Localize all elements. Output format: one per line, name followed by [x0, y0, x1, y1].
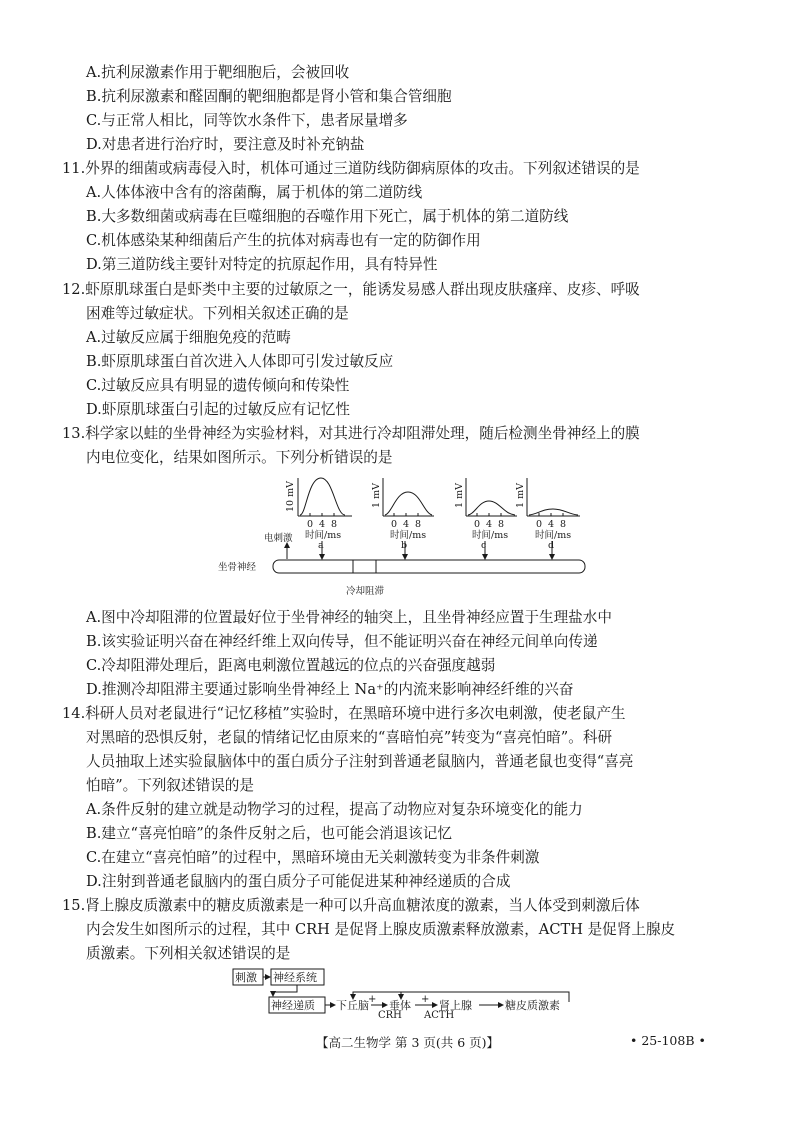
svg-text:0: 0 [391, 519, 398, 530]
q15-stem-line3: 质激素。下列相关叙述错误的是 [86, 945, 291, 962]
cooling-block [353, 560, 376, 573]
xlabel-d: 时间/ms [535, 530, 572, 541]
xlabel-b: 时间/ms [390, 530, 427, 541]
q10-option-a: A.抗利尿激素作用于靶细胞后，会被回收 [86, 64, 350, 81]
ylabel-b: 1 mV [371, 483, 382, 508]
ylabel-a: 10 mV [285, 481, 296, 512]
q11-option-b: B.大多数细菌或病毒在巨噬细胞的吞噬作用下死亡，属于机体的第二道防线 [86, 208, 569, 225]
q11-option-d: D.第三道防线主要针对特定的抗原起作用，具有特异性 [86, 256, 438, 273]
q14-option-b: B.建立“喜亮怕暗”的条件反射之后，也可能会消退该记忆 [86, 825, 452, 842]
svg-text:下丘脑: 下丘脑 [336, 999, 369, 1012]
block-label: 冷却阻滞 [346, 586, 385, 597]
q15-stem-line2: 内会发生如图所示的过程，其中 CRH 是促肾上腺皮质激素释放激素，ACTH 是促肾上腺皮 [86, 921, 676, 938]
q12-option-a: A.过敏反应属于细胞免疫的范畴 [86, 329, 291, 346]
q12-option-c: C.过敏反应具有明显的遗传倾向和传染性 [86, 377, 350, 394]
q12-stem-line2: 困难等过敏症状。下列相关叙述正确的是 [86, 305, 349, 322]
q13-stem-line2: 内电位变化，结果如图所示。下列分析错误的是 [86, 449, 393, 466]
svg-text:ACTH: ACTH [424, 1010, 455, 1018]
svg-text:刺激: 刺激 [235, 971, 257, 984]
q11-option-a: A.人体体液中含有的溶菌酶，属于机体的第二道防线 [86, 184, 423, 201]
point-d: d [548, 540, 555, 551]
point-a: a [318, 540, 324, 551]
q12-option-d: D.虾原肌球蛋白引起的过敏反应有记忆性 [86, 401, 350, 418]
q11-option-c: C.机体感染某种细菌后产生的抗体对病毒也有一定的防御作用 [86, 232, 481, 249]
q12-stem-line1: 12.虾原肌球蛋白是虾类中主要的过敏原之一，能诱发易感人群出现皮肤瘙痒、皮疹、呼吸 [62, 281, 640, 298]
q14-option-c: C.在建立“喜亮怕暗”的过程中，黑暗环境由无关刺激转变为非条件刺激 [86, 849, 540, 866]
footer-page-info: 【高二生物学 第 3 页(共 6 页)】 [316, 1035, 500, 1050]
q10-option-b: B.抗利尿激素和醛固酮的靶细胞都是肾小管和集合管细胞 [86, 88, 452, 105]
ylabel-d: 1 mV [515, 483, 526, 508]
graph-c [466, 478, 517, 516]
footer-code: • 25-108B • [630, 1033, 706, 1048]
q11-stem: 11.外界的细菌或病毒侵入时，机体可通过三道防线防御病原体的攻击。下列叙述错误的是 [62, 160, 640, 177]
q13-option-a: A.图中冷却阻滞的位置最好位于坐骨神经的轴突上，且坐骨神经应置于生理盐水中 [86, 609, 612, 626]
nerve-label: 坐骨神经 [218, 562, 257, 573]
svg-text:4: 4 [403, 519, 410, 530]
svg-text:8: 8 [415, 519, 422, 530]
svg-text:糖皮质激素: 糖皮质激素 [505, 999, 560, 1012]
q13-option-d: D.推测冷却阻滞主要通过影响坐骨神经上 Na⁺的内流来影响神经纤维的兴奋 [86, 681, 574, 698]
q12-option-b: B.虾原肌球蛋白首次进入人体即可引发过敏反应 [86, 353, 394, 370]
xlabel-a: 时间/ms [305, 530, 342, 541]
q13-figure [200, 468, 600, 608]
q13-stem-line1: 13.科学家以蛙的坐骨神经为实验材料，对其进行冷却阻滞处理，随后检测坐骨神经上的膜 [62, 425, 640, 442]
ylabel-c: 1 mV [454, 483, 465, 508]
svg-text:8: 8 [560, 519, 567, 530]
q13-option-b: B.该实验证明兴奋在神经纤维上双向传导，但不能证明兴奋在神经元间单向传递 [86, 633, 598, 650]
q14-option-d: D.注射到普通老鼠脑内的蛋白质分子可能促进某种神经递质的合成 [86, 873, 511, 890]
point-b: b [401, 540, 408, 551]
svg-text:垂体: 垂体 [389, 999, 411, 1012]
q14-stem-line1: 14.科研人员对老鼠进行“记忆移植”实验时，在黑暗环境中进行多次电刺激，使老鼠产生 [62, 705, 626, 722]
xlabel-c: 时间/ms [472, 530, 509, 541]
q15-stem-line1: 15.肾上腺皮质激素中的糖皮质激素是一种可以升高血糖浓度的激素，当人体受到刺激后体 [62, 897, 640, 914]
svg-text:0: 0 [536, 519, 543, 530]
q15-diagram [225, 966, 605, 1018]
q14-stem-line3: 人员抽取上述实验鼠脑体中的蛋白质分子注射到普通老鼠脑内，普通老鼠也变得“喜亮 [86, 753, 634, 770]
svg-text:8: 8 [498, 519, 505, 530]
svg-text:+: + [421, 994, 430, 1005]
svg-text:4: 4 [548, 519, 555, 530]
q10-option-d: D.对患者进行治疗时，要注意及时补充钠盐 [86, 136, 365, 153]
svg-text:8: 8 [331, 519, 338, 530]
graph-a [298, 478, 352, 516]
svg-text:0: 0 [307, 519, 314, 530]
svg-text:0: 0 [474, 519, 481, 530]
svg-text:神经系统: 神经系统 [273, 971, 317, 984]
q14-stem-line2: 对黑暗的恐惧反射，老鼠的情绪记忆由原来的“喜暗怕亮”转变为“喜亮怕暗”。科研 [86, 729, 613, 746]
svg-text:+: + [368, 994, 377, 1005]
q14-stem-line4: 怕暗”。下列叙述错误的是 [86, 777, 254, 794]
q14-option-a: A.条件反射的建立就是动物学习的过程，提高了动物应对复杂环境变化的能力 [86, 801, 583, 818]
stim-label: 电刺激 [264, 533, 293, 544]
point-c: c [481, 540, 487, 551]
sciatic-nerve [273, 560, 585, 573]
graph-d [527, 478, 580, 516]
q13-option-c: C.冷却阻滞处理后，距离电刺激位置越远的位点的兴奋强度越弱 [86, 657, 496, 674]
graph-b [383, 478, 434, 516]
q10-option-c: C.与正常人相比，同等饮水条件下，患者尿量增多 [86, 112, 408, 129]
svg-text:CRH: CRH [378, 1010, 402, 1018]
svg-text:神经递质: 神经递质 [271, 999, 315, 1012]
svg-text:肾上腺: 肾上腺 [439, 999, 472, 1012]
svg-text:4: 4 [486, 519, 493, 530]
svg-text:4: 4 [319, 519, 326, 530]
